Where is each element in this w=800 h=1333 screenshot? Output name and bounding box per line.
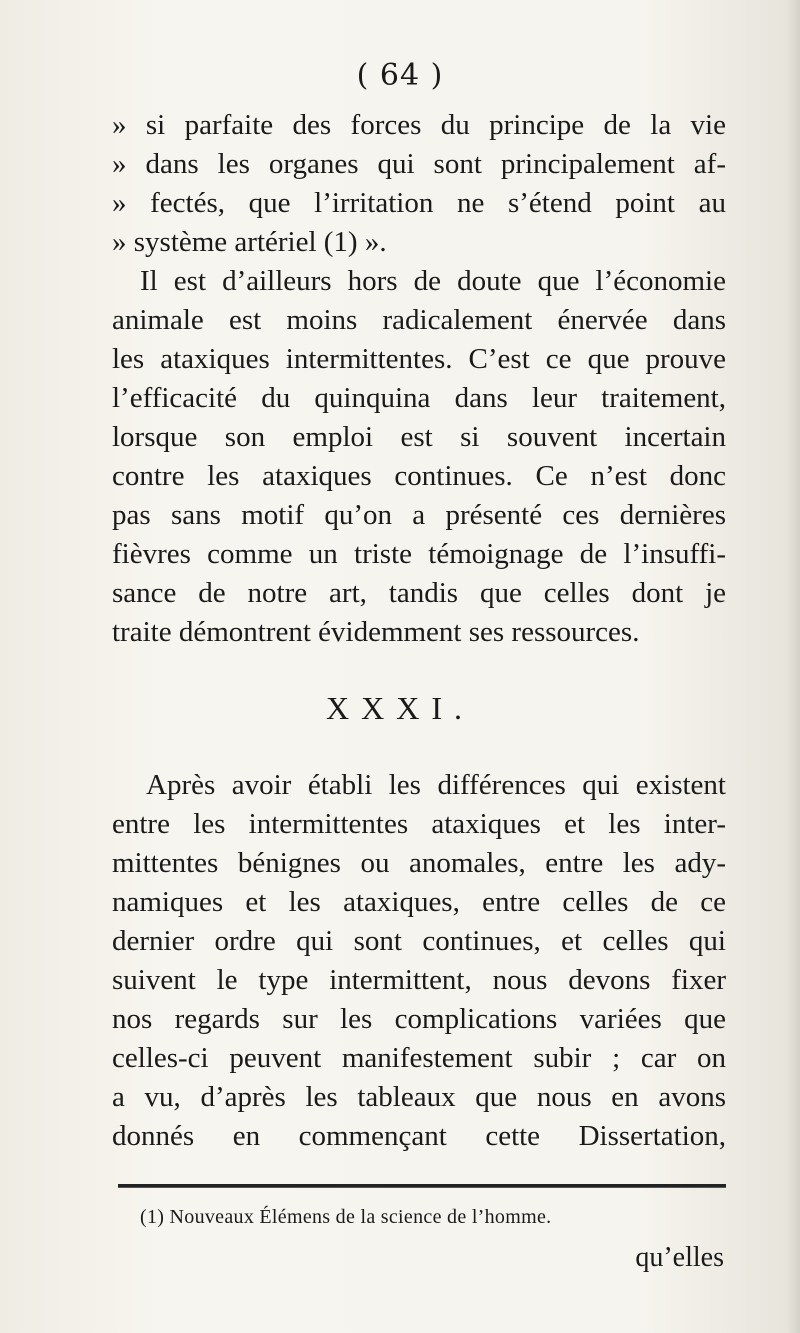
quote-line: » si parfaite des forces du principe de la vie xyxy=(112,109,726,141)
paragraph-line: traite démontrent évidemment ses ressources. xyxy=(112,616,640,648)
footnote-rule xyxy=(118,1184,726,1188)
paragraph-line: lorsque son emploi est si souvent incertain xyxy=(112,421,726,453)
paragraph-line: fièvres comme un triste témoignage de l’insuffi- xyxy=(112,538,726,570)
paragraph-line: mittentes bénignes ou anomales, entre les ady- xyxy=(112,847,726,879)
paragraph-line: les ataxiques intermittentes. C’est ce que prouve xyxy=(112,343,726,375)
paragraph-line: Il est d’ailleurs hors de doute que l’économie xyxy=(140,265,726,297)
paragraph-line: animale est moins radicalement énervée dans xyxy=(112,304,726,336)
paragraph-2 xyxy=(112,766,726,1156)
quote-line: » dans les organes qui sont principalement af- xyxy=(112,148,726,180)
paragraph-line: suivent le type intermittent, nous devons fixer xyxy=(112,964,726,996)
footnote: (1) Nouveaux Élémens de la science de l’homme. xyxy=(140,1206,552,1228)
quote-line: » fectés, que l’irritation ne s’étend point au xyxy=(112,187,726,219)
quote-line: » système artériel (1) ». xyxy=(112,226,387,258)
quotation-block xyxy=(112,106,726,262)
paragraph-line: namiques et les ataxiques, entre celles de ce xyxy=(112,886,726,918)
catchword: qu’elles xyxy=(635,1242,724,1273)
paragraph-line: contre les ataxiques continues. Ce n’est donc xyxy=(112,460,726,492)
paragraph-line: entre les intermittentes ataxiques et les inter- xyxy=(112,808,726,840)
section-heading: XXXI. xyxy=(326,690,474,726)
paragraph-line: nos regards sur les complications variées que xyxy=(112,1003,726,1035)
page-edge-shadow xyxy=(786,0,800,1333)
page-number: ( 64 ) xyxy=(356,58,444,93)
paragraph-line: dernier ordre qui sont continues, et celles qui xyxy=(112,925,726,957)
paragraph-line: Après avoir établi les différences qui existent xyxy=(146,769,726,801)
paragraph-line: a vu, d’après les tableaux que nous en avons xyxy=(112,1081,726,1113)
paragraph-line: donnés en commençant cette Dissertation, xyxy=(112,1120,726,1152)
paragraph-line: sance de notre art, tandis que celles dont je xyxy=(112,577,726,609)
paragraph-1 xyxy=(112,262,726,652)
paragraph-line: pas sans motif qu’on a présenté ces dernières xyxy=(112,499,726,531)
paragraph-line: celles-ci peuvent manifestement subir ; car on xyxy=(112,1042,726,1074)
paragraph-line: l’efficacité du quinquina dans leur traitement, xyxy=(112,382,726,414)
